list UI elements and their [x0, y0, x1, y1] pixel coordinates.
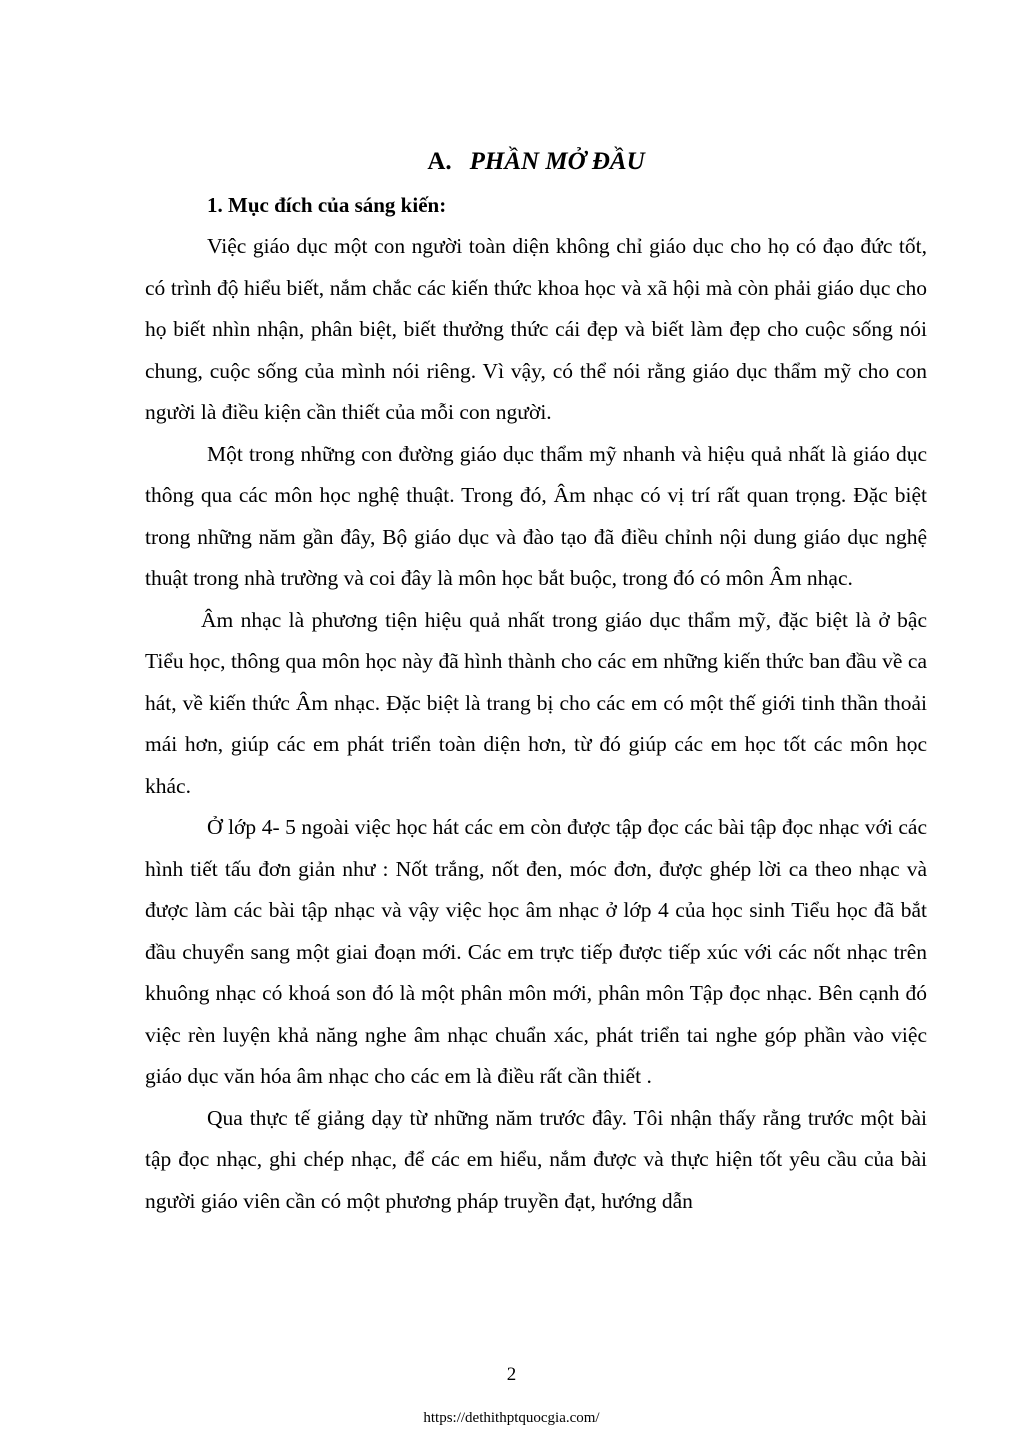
page-number: 2: [506, 1364, 517, 1385]
section-letter: A.: [427, 148, 452, 175]
section-heading: [145, 140, 927, 184]
section-title: PHẦN MỞ ĐẦU: [469, 148, 645, 175]
paragraph: Âm nhạc là phương tiện hiệu quả nhất trong giáo dục thẩm mỹ, đặc biệt là ở bậc Tiểu học, thông qua môn học này đã hình thành cho các em những kiến thức ban đầu về ca hát, về kiến thức Âm nhạc. Đặc biệt là trang bị cho các em có một thế giới tinh thần thoải mái hơn, giúp các em phát triển toàn diện hơn, từ đó giúp các em học tốt các môn học khác.: [145, 607, 927, 798]
footer-url[interactable]: https://dethithptquocgia.com/: [423, 1410, 600, 1426]
subheading: 1. Mục đích của sáng kiến:: [207, 193, 447, 217]
paragraph: Một trong những con đường giáo dục thẩm mỹ nhanh và hiệu quả nhất là giáo dục thông qua các môn học nghệ thuật. Trong đó, Âm nhạc có vị trí rất quan trọng. Đặc biệt trong những năm gần đây, Bộ giáo dục và đào tạo đã điều chỉnh nội dung giáo dục nghệ thuật trong nhà trường và coi đây là môn học bắt buộc, trong đó có môn Âm nhạc.: [145, 441, 927, 590]
paragraph: Ở lớp 4- 5 ngoài việc học hát các em còn được tập đọc các bài tập đọc nhạc với các hình tiết tấu đơn giản như : Nốt trắng, nốt đen, móc đơn, được ghép lời ca theo nhạc và được làm các bài tập nhạc và vậy việc học âm nhạc ở lớp 4 của học sinh Tiểu học đã bắt đầu chuyển sang một giai đoạn mới. Các em trực tiếp được tiếp xúc với các nốt nhạc trên khuông nhạc có khoá son đó là một phân môn mới, phân môn Tập đọc nhạc. Bên cạnh đó việc rèn luyện khả năng nghe âm nhạc chuẩn xác, phát triển tai nghe góp phần vào việc giáo dục văn hóa âm nhạc cho các em là điều rất cần thiết .: [145, 815, 927, 1088]
document-page: [145, 140, 927, 1222]
paragraph: Qua thực tế giảng dạy từ những năm trước đây. Tôi nhận thấy rằng trước một bài tập đọc nhạc, ghi chép nhạc, để các em hiểu, nắm được và thực hiện tốt yêu cầu của bài người giáo viên cần có một phương pháp truyền đạt, hướng dẫn: [145, 1105, 927, 1213]
paragraph: Việc giáo dục một con người toàn diện không chỉ giáo dục cho họ có đạo đức tốt, có trình độ hiểu biết, nắm chắc các kiến thức khoa học và xã hội mà còn phải giáo dục cho họ biết nhìn nhận, phân biệt, biết thưởng thức cái đẹp và biết làm đẹp cho cuộc sống nói chung, cuộc sống của mình nói riêng. Vì vậy, có thể nói rằng giáo dục thẩm mỹ cho con người là điều kiện cần thiết của mỗi con người.: [145, 234, 927, 424]
